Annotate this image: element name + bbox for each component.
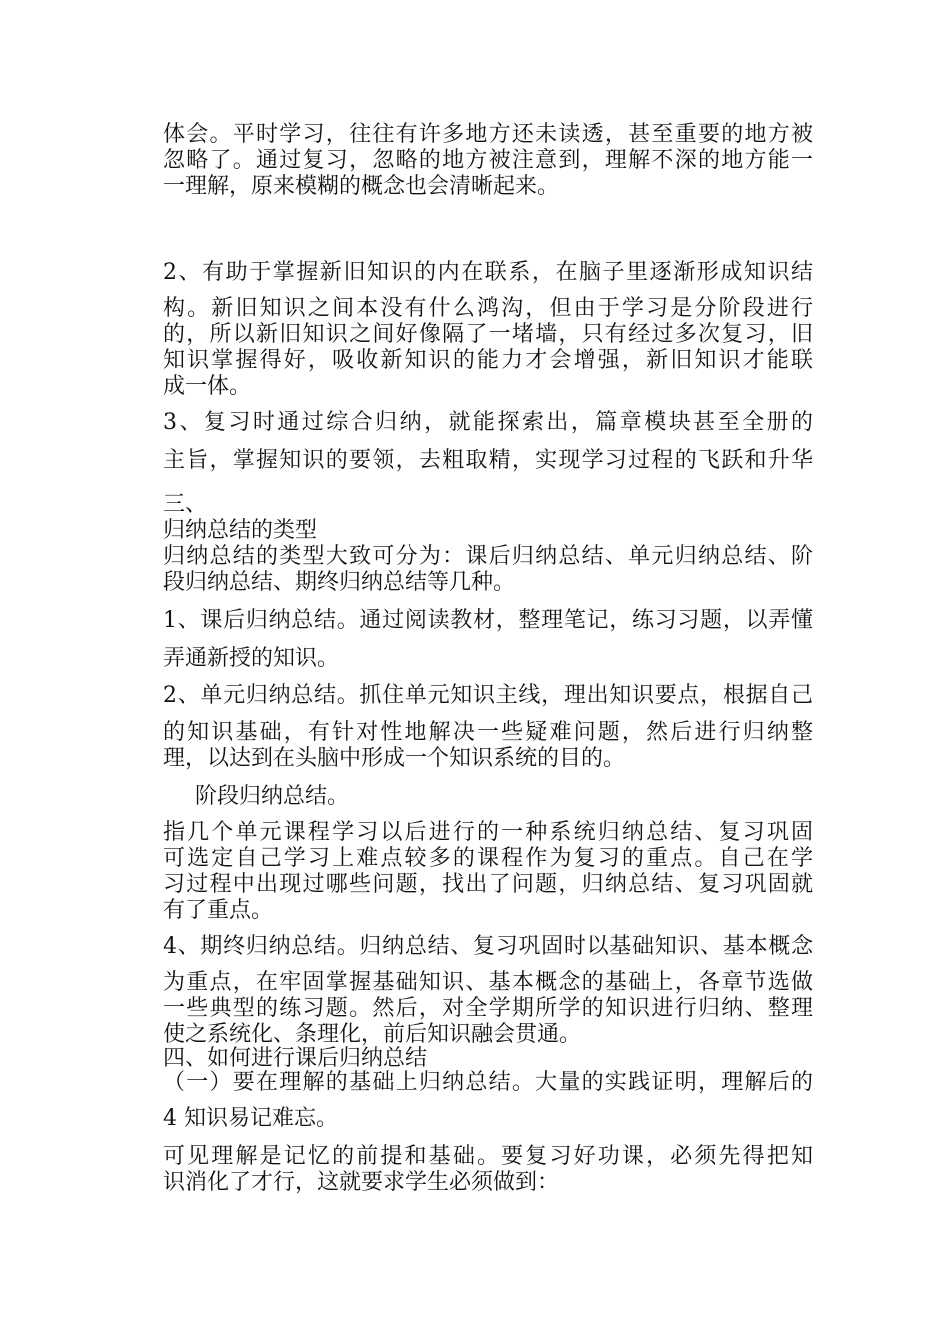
text-line: 使之系统化、条理化，前后知识融会贯通。	[163, 1022, 582, 1047]
text-line: 指几个单元课程学习以后进行的一种系统归纳总结、复习巩固	[163, 820, 813, 845]
text-line: 成一体。	[163, 374, 252, 399]
text-line: 体会。平时学习，往往有许多地方还未读透，甚至重要的地方被	[163, 122, 813, 147]
text-line: 可选定自己学习上难点较多的课程作为复习的重点。自己在学	[163, 846, 813, 871]
text-line: 可见理解是记忆的前提和基础。要复习好功课，必须先得把知	[163, 1144, 813, 1169]
text-line: 识消化了才行，这就要求学生必须做到：	[163, 1170, 560, 1195]
text-line: 归纳总结的类型大致可分为：课后归纳总结、单元归纳总结、阶	[163, 544, 813, 569]
text-line: 2、有助于掌握新旧知识的内在联系，在脑子里逐渐形成知识结	[163, 260, 813, 285]
text-line: （一）要在理解的基础上归纳总结。大量的实践证明，理解后的	[163, 1070, 813, 1095]
text-line: 理，以达到在头脑中形成一个知识系统的目的。	[163, 746, 626, 771]
section-heading: 四、如何进行课后归纳总结	[163, 1046, 428, 1071]
text-line: 阶段归纳总结。	[195, 784, 350, 809]
text-line: 段归纳总结、期终归纳总结等几种。	[163, 570, 516, 595]
text-line: 弄通新授的知识。	[163, 646, 340, 671]
text-line: 的，所以新旧知识之间好像隔了一堵墙，只有经过多次复习，旧	[163, 322, 813, 347]
text-line: 2、单元归纳总结。抓住单元知识主线，理出知识要点，根据自己	[163, 683, 813, 708]
text-line: 习过程中出现过哪些问题，找出了问题，归纳总结、复习巩固就	[163, 872, 813, 897]
text-line: 的知识基础，有针对性地解决一些疑难问题，然后进行归纳整	[163, 720, 813, 745]
text-line: 一理解，原来模糊的概念也会清晰起来。	[163, 174, 560, 199]
text-line: 4 知识易记难忘。	[163, 1106, 338, 1131]
text-line: 主旨，掌握知识的要领，去粗取精，实现学习过程的飞跃和升华	[163, 448, 813, 473]
text-line: 一些典型的练习题。然后，对全学期所学的知识进行归纳、整理	[163, 996, 813, 1021]
text-line: 3、复习时通过综合归纳，就能探索出，篇章模块甚至全册的	[163, 410, 813, 435]
text-line: 忽略了。通过复习，忽略的地方被注意到，理解不深的地方能一	[163, 148, 813, 173]
text-line: 构。新旧知识之间本没有什么鸿沟，但由于学习是分阶段进行	[163, 296, 813, 321]
text-line: 1、课后归纳总结。通过阅读教材，整理笔记，练习习题，以弄懂	[163, 608, 813, 633]
section-heading: 三、	[163, 492, 208, 517]
text-line: 知识掌握得好，吸收新知识的能力才会增强，新旧知识才能联	[163, 348, 813, 373]
text-line: 为重点，在牢固掌握基础知识、基本概念的基础上，各章节选做	[163, 970, 813, 995]
text-line: 4、期终归纳总结。归纳总结、复习巩固时以基础知识、基本概念	[163, 934, 813, 959]
text-line: 有了重点。	[163, 898, 274, 923]
section-heading: 归纳总结的类型	[163, 518, 318, 543]
